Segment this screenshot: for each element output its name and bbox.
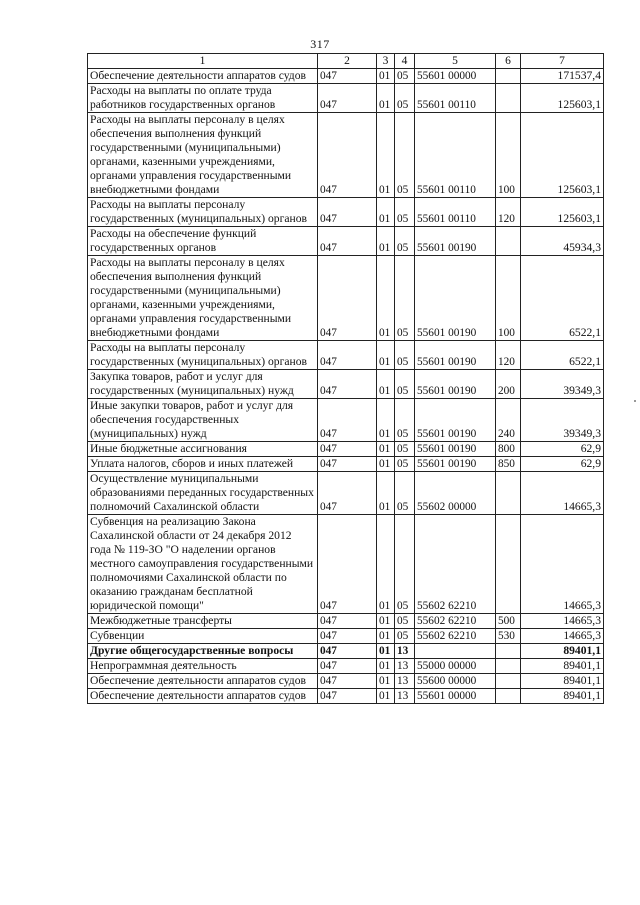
ministry-code-cell: 047 xyxy=(318,227,377,256)
target-article-cell: 55000 00000 xyxy=(415,659,496,674)
target-article-cell: 55601 00110 xyxy=(415,113,496,198)
target-article-cell: 55601 00000 xyxy=(415,69,496,84)
ministry-code-cell: 047 xyxy=(318,644,377,659)
target-article-cell: 55602 62210 xyxy=(415,614,496,629)
target-article-cell: 55601 00190 xyxy=(415,442,496,457)
ministry-code-cell: 047 xyxy=(318,256,377,341)
expense-type-cell xyxy=(496,69,521,84)
amount-cell: 89401,1 xyxy=(521,659,604,674)
table-row xyxy=(88,399,604,442)
subsection-cell: 13 xyxy=(395,659,415,674)
column-number: 7 xyxy=(521,54,604,69)
amount-cell: 6522,1 xyxy=(521,256,604,341)
table-row xyxy=(88,659,604,674)
subsection-cell: 13 xyxy=(395,644,415,659)
expense-name-cell: Расходы на выплаты персоналу государственных (муниципальных) органов xyxy=(88,198,318,227)
section-cell: 01 xyxy=(377,674,395,689)
ministry-code-cell: 047 xyxy=(318,198,377,227)
amount-cell: 62,9 xyxy=(521,442,604,457)
subsection-cell: 05 xyxy=(395,113,415,198)
amount-cell: 89401,1 xyxy=(521,689,604,704)
expense-name-cell: Расходы на выплаты по оплате труда работников государственных органов xyxy=(88,84,318,113)
target-article-cell: 55601 00110 xyxy=(415,198,496,227)
expense-type-cell: 800 xyxy=(496,442,521,457)
expense-type-cell: 530 xyxy=(496,629,521,644)
section-cell: 01 xyxy=(377,614,395,629)
table-row xyxy=(88,198,604,227)
target-article-cell: 55601 00190 xyxy=(415,457,496,472)
expense-type-cell: 500 xyxy=(496,614,521,629)
expense-name-cell: Непрограммная деятельность xyxy=(88,659,318,674)
expense-type-cell: 200 xyxy=(496,370,521,399)
table-row xyxy=(88,341,604,370)
amount-cell: 14665,3 xyxy=(521,515,604,614)
target-article-cell: 55601 00190 xyxy=(415,227,496,256)
section-cell: 01 xyxy=(377,515,395,614)
expense-name-cell: Субвенция на реализацию Закона Сахалинской области от 24 декабря 2012 года № 119-ЗО "О наделении органов местного самоуправления государственными полномочиями Сахалинской области по оказанию гражданам бесплатной юридической помощи" xyxy=(88,515,318,614)
ministry-code-cell: 047 xyxy=(318,399,377,442)
amount-cell: 125603,1 xyxy=(521,198,604,227)
ministry-code-cell: 047 xyxy=(318,472,377,515)
target-article-cell: 55602 62210 xyxy=(415,629,496,644)
subsection-cell: 05 xyxy=(395,614,415,629)
target-article-cell: 55602 00000 xyxy=(415,472,496,515)
amount-cell: 171537,4 xyxy=(521,69,604,84)
expense-type-cell: 100 xyxy=(496,113,521,198)
section-cell: 01 xyxy=(377,113,395,198)
table-row xyxy=(88,515,604,614)
ministry-code-cell: 047 xyxy=(318,442,377,457)
section-cell: 01 xyxy=(377,84,395,113)
ministry-code-cell: 047 xyxy=(318,674,377,689)
expense-name-cell: Обеспечение деятельности аппаратов судов xyxy=(88,69,318,84)
expense-name-cell: Расходы на выплаты персоналу в целях обеспечения выполнения функций государственными (муниципальными) органами, казенными учреждениями, органами управления государственными внебюджетными фондами xyxy=(88,256,318,341)
expense-name-cell: Осуществление муниципальными образованиями переданных государственных полномочий Сахалинской области xyxy=(88,472,318,515)
expense-type-cell: 850 xyxy=(496,457,521,472)
subsection-cell: 05 xyxy=(395,256,415,341)
subsection-cell: 05 xyxy=(395,457,415,472)
table-row xyxy=(88,69,604,84)
amount-cell: 62,9 xyxy=(521,457,604,472)
section-cell: 01 xyxy=(377,457,395,472)
ministry-code-cell: 047 xyxy=(318,659,377,674)
ministry-code-cell: 047 xyxy=(318,629,377,644)
subsection-cell: 05 xyxy=(395,515,415,614)
expense-name-cell: Закупка товаров, работ и услуг для государственных (муниципальных) нужд xyxy=(88,370,318,399)
table-body xyxy=(88,69,604,704)
ministry-code-cell: 047 xyxy=(318,84,377,113)
column-number: 6 xyxy=(496,54,521,69)
section-cell: 01 xyxy=(377,69,395,84)
ministry-code-cell: 047 xyxy=(318,457,377,472)
expense-name-cell: Субвенции xyxy=(88,629,318,644)
target-article-cell: 55601 00000 xyxy=(415,689,496,704)
expense-type-cell xyxy=(496,674,521,689)
section-cell: 01 xyxy=(377,198,395,227)
table-row xyxy=(88,84,604,113)
budget-table xyxy=(87,53,604,704)
page-number: 317 xyxy=(310,37,330,51)
section-cell: 01 xyxy=(377,227,395,256)
expense-type-cell: 120 xyxy=(496,341,521,370)
expense-name-cell: Обеспечение деятельности аппаратов судов xyxy=(88,674,318,689)
table-row xyxy=(88,442,604,457)
subsection-cell: 05 xyxy=(395,399,415,442)
subsection-cell: 05 xyxy=(395,629,415,644)
column-number: 3 xyxy=(377,54,395,69)
subsection-cell: 05 xyxy=(395,472,415,515)
table-row xyxy=(88,629,604,644)
amount-cell: 89401,1 xyxy=(521,674,604,689)
ministry-code-cell: 047 xyxy=(318,515,377,614)
subsection-cell: 13 xyxy=(395,689,415,704)
target-article-cell: 55600 00000 xyxy=(415,674,496,689)
amount-cell: 125603,1 xyxy=(521,84,604,113)
expense-type-cell xyxy=(496,227,521,256)
expense-name-cell: Расходы на обеспечение функций государственных органов xyxy=(88,227,318,256)
section-cell: 01 xyxy=(377,370,395,399)
amount-cell: 89401,1 xyxy=(521,644,604,659)
subsection-cell: 05 xyxy=(395,341,415,370)
column-number: 2 xyxy=(318,54,377,69)
table-row xyxy=(88,256,604,341)
subsection-cell: 13 xyxy=(395,674,415,689)
table-row xyxy=(88,614,604,629)
section-cell: 01 xyxy=(377,341,395,370)
target-article-cell xyxy=(415,644,496,659)
scan-speck xyxy=(634,400,636,402)
amount-cell: 39349,3 xyxy=(521,370,604,399)
section-cell: 01 xyxy=(377,629,395,644)
amount-cell: 39349,3 xyxy=(521,399,604,442)
expense-name-cell: Межбюджетные трансферты xyxy=(88,614,318,629)
section-cell: 01 xyxy=(377,399,395,442)
column-number: 1 xyxy=(88,54,318,69)
subsection-cell: 05 xyxy=(395,370,415,399)
ministry-code-cell: 047 xyxy=(318,113,377,198)
amount-cell: 14665,3 xyxy=(521,614,604,629)
subsection-cell: 05 xyxy=(395,84,415,113)
target-article-cell: 55601 00190 xyxy=(415,370,496,399)
table-row xyxy=(88,644,604,659)
section-cell: 01 xyxy=(377,644,395,659)
expense-name-cell: Иные закупки товаров, работ и услуг для обеспечения государственных (муниципальных) нужд xyxy=(88,399,318,442)
expense-type-cell xyxy=(496,689,521,704)
table-row xyxy=(88,689,604,704)
expense-name-cell: Расходы на выплаты персоналу государственных (муниципальных) органов xyxy=(88,341,318,370)
section-cell: 01 xyxy=(377,472,395,515)
section-cell: 01 xyxy=(377,256,395,341)
subsection-cell: 05 xyxy=(395,442,415,457)
expense-name-cell: Другие общегосударственные вопросы xyxy=(88,644,318,659)
section-cell: 01 xyxy=(377,689,395,704)
expense-type-cell: 120 xyxy=(496,198,521,227)
ministry-code-cell: 047 xyxy=(318,69,377,84)
column-number: 4 xyxy=(395,54,415,69)
subsection-cell: 05 xyxy=(395,227,415,256)
table-row xyxy=(88,370,604,399)
amount-cell: 14665,3 xyxy=(521,629,604,644)
subsection-cell: 05 xyxy=(395,69,415,84)
amount-cell: 14665,3 xyxy=(521,472,604,515)
table-row xyxy=(88,674,604,689)
column-number-row xyxy=(88,54,604,69)
amount-cell: 125603,1 xyxy=(521,113,604,198)
expense-type-cell xyxy=(496,644,521,659)
section-cell: 01 xyxy=(377,659,395,674)
expense-type-cell: 100 xyxy=(496,256,521,341)
table-row xyxy=(88,457,604,472)
expense-type-cell xyxy=(496,659,521,674)
expense-name-cell: Обеспечение деятельности аппаратов судов xyxy=(88,689,318,704)
ministry-code-cell: 047 xyxy=(318,341,377,370)
expense-type-cell xyxy=(496,84,521,113)
target-article-cell: 55602 62210 xyxy=(415,515,496,614)
ministry-code-cell: 047 xyxy=(318,370,377,399)
subsection-cell: 05 xyxy=(395,198,415,227)
target-article-cell: 55601 00190 xyxy=(415,399,496,442)
expense-type-cell xyxy=(496,472,521,515)
expense-name-cell: Уплата налогов, сборов и иных платежей xyxy=(88,457,318,472)
target-article-cell: 55601 00110 xyxy=(415,84,496,113)
table-row xyxy=(88,472,604,515)
expense-type-cell: 240 xyxy=(496,399,521,442)
amount-cell: 6522,1 xyxy=(521,341,604,370)
table-row xyxy=(88,113,604,198)
amount-cell: 45934,3 xyxy=(521,227,604,256)
ministry-code-cell: 047 xyxy=(318,614,377,629)
expense-name-cell: Расходы на выплаты персоналу в целях обеспечения выполнения функций государственными (муниципальными) органами, казенными учреждениями, органами управления государственными внебюджетными фондами xyxy=(88,113,318,198)
target-article-cell: 55601 00190 xyxy=(415,341,496,370)
expense-name-cell: Иные бюджетные ассигнования xyxy=(88,442,318,457)
section-cell: 01 xyxy=(377,442,395,457)
table-row xyxy=(88,227,604,256)
expense-type-cell xyxy=(496,515,521,614)
ministry-code-cell: 047 xyxy=(318,689,377,704)
column-number: 5 xyxy=(415,54,496,69)
target-article-cell: 55601 00190 xyxy=(415,256,496,341)
